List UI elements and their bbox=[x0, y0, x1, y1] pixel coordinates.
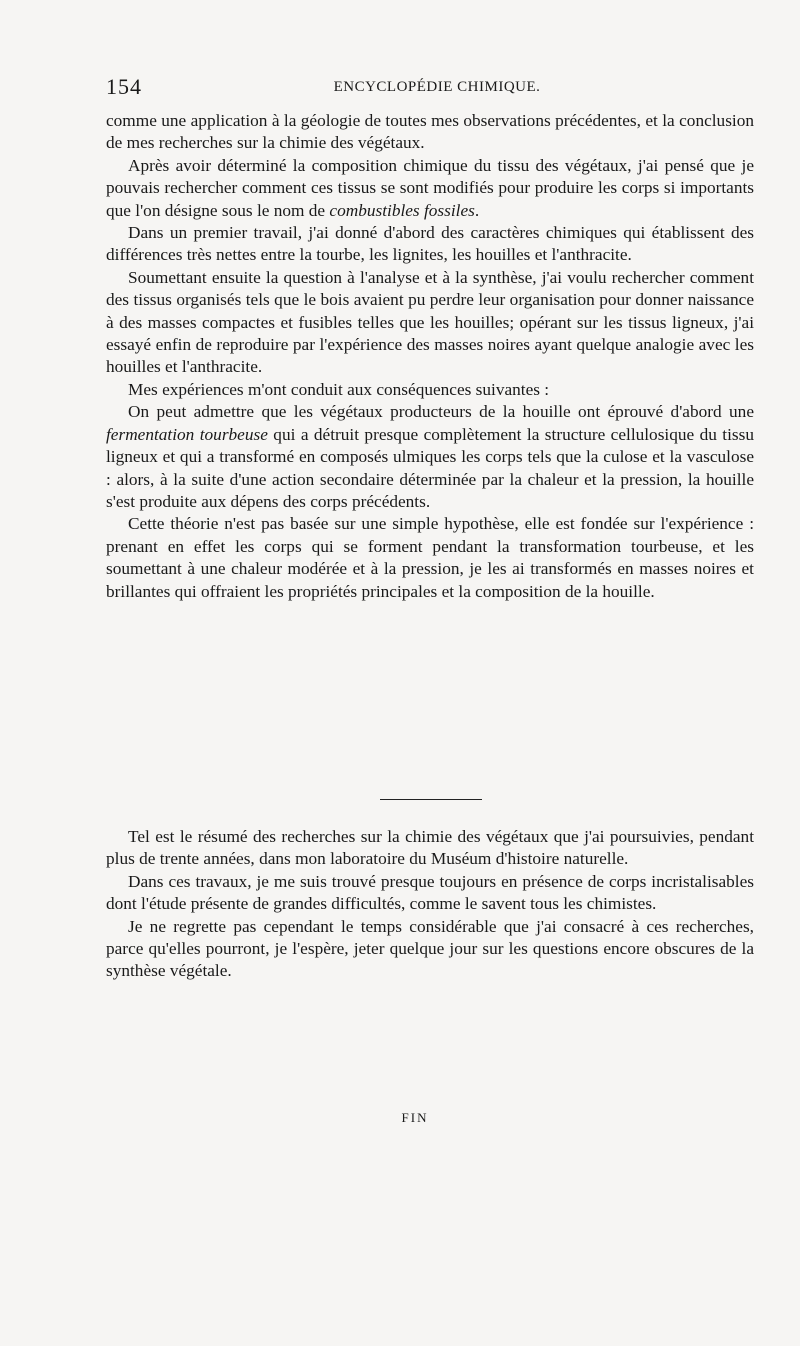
main-text-section bbox=[106, 110, 754, 603]
page-number: 154 bbox=[106, 74, 142, 99]
page-header bbox=[106, 74, 768, 104]
paragraph: Dans ces travaux, je me suis trouvé presque toujours en présence de corps incristalisables dont l'étude présente de grandes difficultés, comme le savent tous les chimistes. bbox=[106, 871, 754, 914]
paragraph: Tel est le résumé des recherches sur la chimie des végétaux que j'ai poursuivies, pendant plus de trente années, dans mon laboratoire du Muséum d'histoire naturelle. bbox=[106, 827, 754, 869]
running-head: ENCYCLOPÉDIE CHIMIQUE. bbox=[333, 79, 541, 95]
paragraph: Mes expériences m'ont conduit aux conséquences suivantes : bbox=[128, 379, 550, 399]
paragraph: Soumettant ensuite la question à l'analyse et à la synthèse, j'ai voulu rechercher comment des tissus organisés tels que le bois avaient pu perdre leur organisation pour donner naissance à des masses compactes et fusibles telles que les houilles; opérant sur les tissus ligneux, j'ai essayé enfin de reproduire par l'expérience des masses noires ayant quelque analogie avec les houilles et l'anthracite. bbox=[106, 267, 754, 377]
emphasis-text: fermentation tourbeuse bbox=[106, 424, 268, 444]
paragraph: Cette théorie n'est pas basée sur une simple hypothèse, elle est fondée sur l'expérience : prenant en effet les corps qui se forment pendant la transformation tourbeuse, et les soumettant à une chaleur modérée et à la pression, je les ai transformés en masses noires et brillantes qui offraient les propriétés principales et la composition de la houille. bbox=[106, 514, 754, 601]
paragraph: Je ne regrette pas cependant le temps considérable que j'ai consacré à ces recherches, parce qu'elles pourront, je l'espère, jeter quelque jour sur les questions encore obscures de la synthèse végétale. bbox=[106, 916, 754, 981]
paragraph: Dans un premier travail, j'ai donné d'abord des caractères chimiques qui établissent des différences très nettes entre la tourbe, les lignites, les houilles et l'anthracite. bbox=[106, 223, 754, 265]
section-divider bbox=[380, 799, 482, 800]
paragraph: Après avoir déterminé la composition chimique du tissu des végétaux, j'ai pensé que je pouvais rechercher comment ces tissus se sont modifiés pour produire les corps si importants que l'on désigne sous le nom de combustibles fossiles. bbox=[106, 155, 754, 220]
closing-text-section bbox=[106, 826, 754, 983]
end-mark: FIN bbox=[401, 1110, 429, 1125]
emphasis-text: combustibles fossiles bbox=[329, 200, 475, 220]
paragraph: On peut admettre que les végétaux producteurs de la houille ont éprouvé d'abord une fermentation tourbeuse qui a détruit presque complètement la structure cellulosique du tissu ligneux et qui a transformé en composés ulmiques les corps tels que la culose et la vasculose : alors, à la suite d'une action secondaire déterminée par la chaleur et la pression, la houille s'est produite aux dépens des corps précédents. bbox=[106, 402, 754, 511]
paragraph: comme une application à la géologie de toutes mes observations précédentes, et la conclusion de mes recherches sur la chimie des végétaux. bbox=[106, 111, 754, 153]
